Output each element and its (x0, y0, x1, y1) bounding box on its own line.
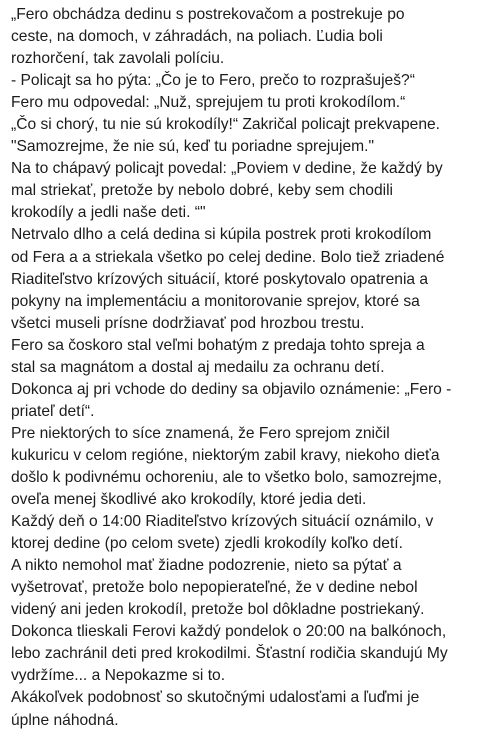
text-line: videný ani jeden krokodíl, pretože bol dôkladne postriekaný. (11, 601, 425, 619)
text-line: „Čo si chorý, tu nie sú krokodíly!“ Zakričal policajt prekvapene. (11, 116, 441, 134)
text-line: „Fero obchádza dedinu s postrekovačom a postrekuje po (11, 6, 405, 23)
text-line: mal striekať, pretože by nebolo dobré, keby sem chodili (11, 182, 394, 200)
text-line: Netrvalo dlho a celá dedina si kúpila postrek proti krokodílom (11, 226, 432, 244)
text-line: od Fera a a striekala všetko po celej dedine. Bolo tiež zriadené (11, 248, 445, 266)
text-line: "Samozrejme, že nie sú, keď tu poriadne sprejujem." (11, 138, 375, 156)
text-line: Fero mu odpovedal: „Nuž, sprejujem tu proti krokodílom.“ (11, 94, 406, 112)
text-line: kukuricu v celom regióne, niektorým zabil kravy, niekoho dieťa (11, 446, 440, 464)
text-line: ceste, na domoch, v záhradách, na poliach. Ľudia boli (11, 28, 383, 46)
text-line: krokodíly a jedli naše deti. “" (11, 204, 206, 222)
text-line: úplne náhodná. (11, 711, 119, 729)
text-line: Fero sa čoskoro stal veľmi bohatým z predaja tohto spreja a (11, 336, 425, 354)
text-line: lebo zachránil deti pred krokodilmi. Šťastní rodičia skandujú My (11, 645, 448, 663)
text-line: vyšetrovať, pretože bolo nepopierateľné, že v dedine nebol (11, 579, 418, 597)
text-line: Každý deň o 14:00 Riaditeľstvo krízových situácií oznámilo, v (11, 513, 434, 531)
text-line: pokyny na implementáciu a monitorovanie sprejov, ktoré sa (11, 292, 420, 310)
text-line: Dokonca aj pri vchode do dediny sa objavilo oznámenie: „Fero - (11, 380, 452, 398)
text-line: Na to chápavý policajt povedal: „Poviem v dedine, že každý by (11, 160, 443, 178)
text-line: Riaditeľstvo krízových situácií, ktoré poskytovalo opatrenia a (11, 270, 429, 288)
text-line: rozhorčení, tak zavolali políciu. (11, 50, 225, 68)
text-line: Akákoľvek podobnosť so skutočnými udalosťami a ľuďmi je (11, 689, 420, 707)
text-line: došlo k podivnému ochoreniu, ale to všetko bolo, samozrejme, (11, 468, 442, 486)
text-line: Pre niektorých to síce znamená, že Fero sprejom zničil (11, 424, 390, 442)
text-line: vydržíme... a Nepokazme si to. (11, 667, 226, 685)
text-line: - Policajt sa ho pýta: „Čo je to Fero, prečo to rozprašuješ?“ (11, 72, 415, 90)
text-line: A nikto nemohol mať žiadne podozrenie, nieto sa pýtať a (11, 557, 402, 575)
text-line: stal sa magnátom a dostal aj medailu za ochranu detí. (11, 358, 385, 376)
text-line: všetci museli prísne dodržiavať pod hrozbou trestu. (11, 314, 365, 332)
text-line: ktorej dedine (po celom svete) zjedli krokodíly koľko detí. (11, 535, 403, 553)
text-line: oveľa menej škodlivé ako krokodíly, ktoré jedia deti. (11, 491, 367, 509)
text-line: Dokonca tlieskali Ferovi každý pondelok o 20:00 na balkónoch, (11, 623, 447, 641)
text-line: priateľ detí“. (11, 402, 95, 420)
